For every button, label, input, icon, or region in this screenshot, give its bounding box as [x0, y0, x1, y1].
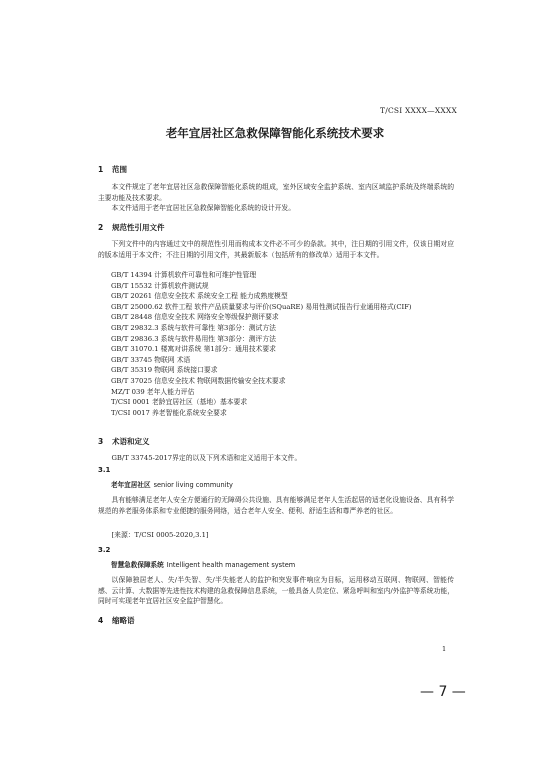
reference-item: GB/T 29836.3 系统与软件易用性 第3部分：测评方法	[111, 334, 276, 343]
normative-reference-list	[111, 270, 412, 418]
reference-item: GB/T 20261 信息安全技术 系统安全工程 能力成熟度模型	[111, 292, 288, 301]
term-3-1-source: [来源：T/CSI 0005-2020,3.1]	[111, 531, 209, 539]
term-3-2-definition: 以保障独居老人、失/半失智、失/半失能老人的监护和突发事件响应为目标，运用移动互联网、物联网、智能传感、云计算、大数据等先进性技术构建的急救保障信息系统，一般具备人员定位、紧急呼叫和室内/外监护等系统功能，同时可实现老年宜居社区安全监护智慧化。	[98, 576, 454, 606]
section-3-heading: 3 术语和定义	[98, 437, 150, 446]
section-1-heading: 1 范围	[98, 165, 127, 174]
reference-item: GB/T 33745 物联网 术语	[111, 355, 191, 364]
section-1-paragraph-2: 本文件适用于老年宜居社区急救保障智能化系统的设计开发。	[111, 204, 296, 212]
reference-item: GB/T 35319 物联网 系统接口要求	[111, 366, 218, 375]
reference-item: GB/T 15532 计算机软件测试规	[111, 281, 209, 290]
term-3-1-definition: 具有能够满足老年人安全方便通行的无障碍公共设施、具有能够满足老年人生活起居的适老化设施设备、具有科学规范的养老服务体系和专业便捷的服务网络，适合老年人安全、便利、舒适生活和尊严养老的社区。	[98, 496, 454, 515]
page-number-inner: 1	[442, 645, 447, 653]
document-title: 老年宜居社区急救保障智能化系统技术要求	[165, 126, 385, 140]
reference-item: MZ/T 039 老年人能力评估	[111, 387, 195, 396]
section-2-intro: 下列文件中的内容通过文中的规范性引用而构成本文件必不可少的条款。其中，注日期的引用文件，仅该日期对应的版本适用于本文件；不注日期的引用文件，其最新版本（包括所有的修改单）适用于本文件。	[98, 240, 454, 259]
reference-item: T/CSI 0017 养老智能化系统安全要求	[111, 408, 227, 417]
reference-item: GB/T 28448 信息安全技术 网络安全等级保护测评要求	[111, 313, 279, 322]
reference-item: GB/T 31070.1 楼寓对讲系统 第1部分：通用技术要求	[111, 345, 276, 354]
reference-item: GB/T 37025 信息安全技术 物联网数据传输安全技术要求	[111, 376, 286, 385]
reference-item: GB/T 25000.62 软件工程 软件产品质量要求与评价(SQuaRE) 易用性测试报告行业通用格式(CIF)	[111, 302, 412, 311]
section-4-heading: 4 缩略语	[98, 616, 135, 625]
term-3-1-name: 老年宜居社区 senior living community	[111, 481, 233, 489]
document-code: T/CSI XXXX—XXXX	[380, 106, 457, 115]
section-2-heading: 2 规范性引用文件	[98, 223, 165, 232]
section-1-paragraph-1: 本文件规定了老年宜居社区急救保障智能化系统的组成，室外区域安全监护系统、室内区域监护系统及终端系统的主要功能及技术要求。	[98, 183, 454, 202]
section-3-intro: GB/T 33745-2017界定的以及下列术语和定义适用于本文件。	[111, 454, 302, 462]
reference-item: GB/T 29832.3 系统与软件可靠性 第3部分：测试方法	[111, 323, 276, 332]
reference-item: T/CSI 0001 老龄宜居社区（基地）基本要求	[111, 398, 248, 407]
page-number-outer: — 7 —	[420, 684, 466, 700]
term-3-1-number: 3.1	[98, 466, 111, 474]
reference-item: GB/T 14394 计算机软件可靠性和可维护性管理	[111, 271, 257, 279]
term-3-2-number: 3.2	[98, 546, 111, 554]
term-3-2-name: 智慧急救保障系统 Intelligent health management system	[111, 561, 296, 569]
